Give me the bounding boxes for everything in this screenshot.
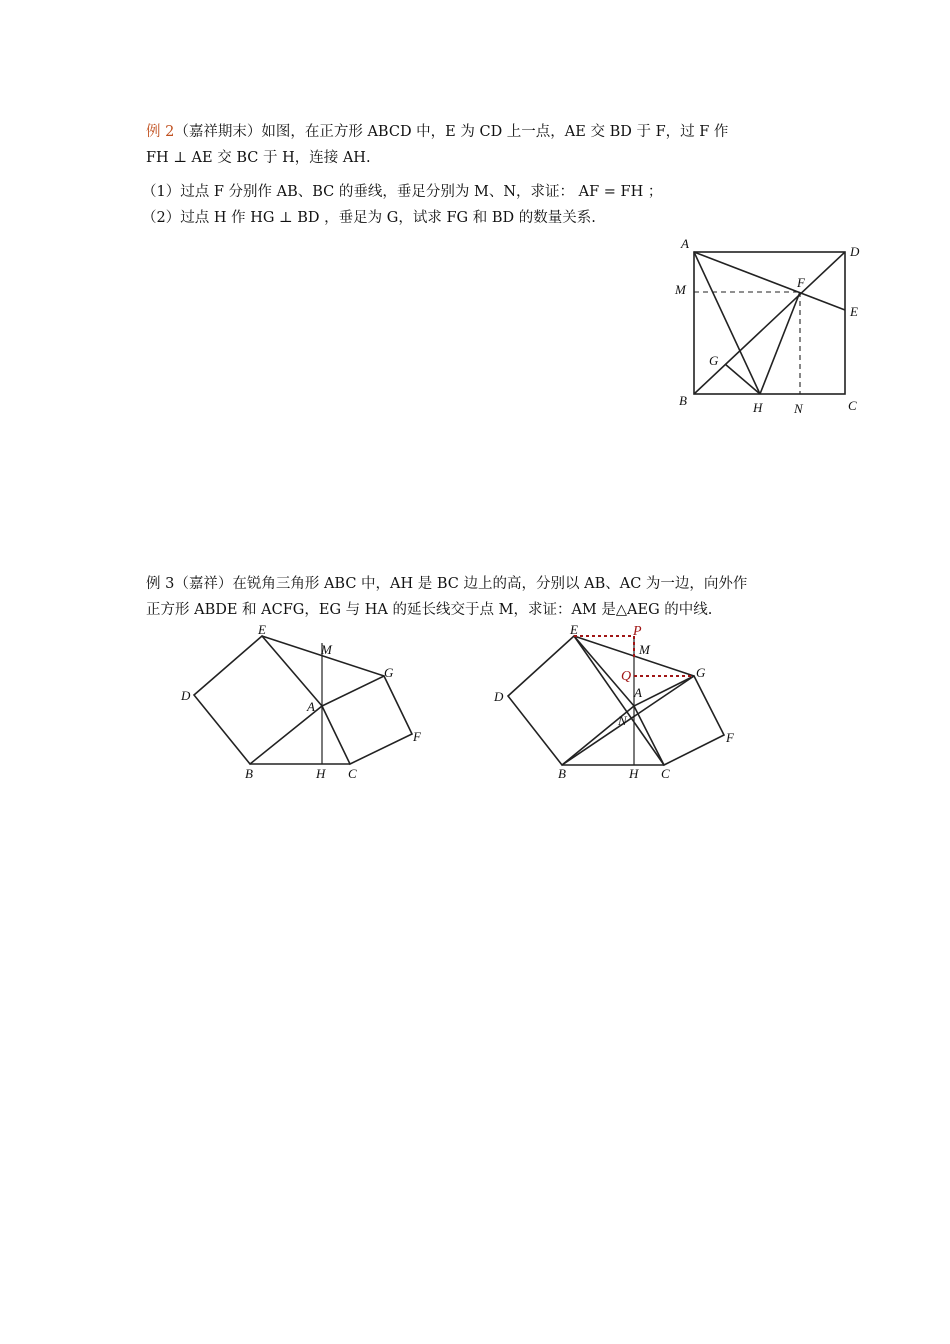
fig1-label-m: M (321, 642, 332, 657)
example3-line2: 正方形 ABDE 和 ACFG，EG 与 HA 的延长线交于点 M，求证：AM 是△AEG 的中线. (146, 602, 713, 618)
example3-figure2 (493, 622, 735, 781)
label-m: M (675, 282, 686, 297)
example2-figure (674, 236, 860, 416)
label-d: D (850, 244, 860, 259)
fig1-label-h: H (316, 766, 326, 781)
example2-line1-text: （嘉祥期末）如图，在正方形 ABCD 中，E 为 CD 上一点，AE 交 BD 于 F，过 F 作 (174, 124, 729, 140)
label-a: A (681, 236, 689, 251)
fig2-label-a: A (634, 685, 642, 700)
fig1-label-c: C (348, 766, 357, 781)
fig2-label-f: F (726, 730, 734, 745)
example2-label: 例 2 (146, 124, 175, 140)
fig2-label-d: D (494, 689, 504, 704)
segment-bg (562, 676, 694, 765)
fig2-label-h: H (629, 766, 639, 781)
example2-line2: FH ⊥ AE 交 BC 于 H，连接 AH. (146, 150, 371, 166)
example2-question2: （2）过点 H 作 HG ⊥ BD ，垂足为 G，试求 FG 和 BD 的数量关系. (142, 210, 596, 226)
segment-ec (574, 636, 664, 765)
fig1-label-g: G (384, 665, 394, 680)
square-acfg (322, 676, 412, 764)
fig2-label-g: G (696, 665, 706, 680)
label-n: N (794, 401, 803, 416)
fig1-label-e: E (258, 622, 266, 637)
label-e: E (850, 304, 858, 319)
fig2-label-b: B (558, 766, 566, 781)
fig1-label-d: D (181, 688, 191, 703)
fig2-label-p: P (633, 624, 642, 639)
label-h: H (753, 400, 763, 415)
fig1-label-a: A (307, 699, 315, 714)
segment-fh (760, 292, 800, 394)
fig2-label-e: E (570, 622, 578, 637)
example3-line1: 例 3（嘉祥）在锐角三角形 ABC 中，AH 是 BC 边上的高，分别以 AB、AC 为一边，向外作 (146, 576, 748, 592)
label-b: B (679, 393, 687, 408)
fig2-label-n: N (618, 713, 627, 728)
square-abde-2 (508, 636, 634, 765)
fig1-label-b: B (245, 766, 253, 781)
segment-bd (694, 252, 845, 394)
square-acfg-2 (634, 676, 724, 765)
fig2-label-m: M (639, 642, 650, 657)
fig2-label-q: Q (621, 669, 632, 684)
segment-hg (725, 364, 760, 394)
fig1-label-f: F (413, 729, 421, 744)
example3-figure1 (180, 622, 422, 781)
example2-question1: （1）过点 F 分别作 AB、BC 的垂线，垂足分别为 M、N，求证： AF = FH ； (142, 184, 663, 200)
label-f: F (797, 275, 805, 290)
square-abde (194, 636, 322, 764)
fig2-label-c: C (661, 766, 670, 781)
label-c: C (848, 398, 857, 413)
label-g: G (709, 353, 719, 368)
